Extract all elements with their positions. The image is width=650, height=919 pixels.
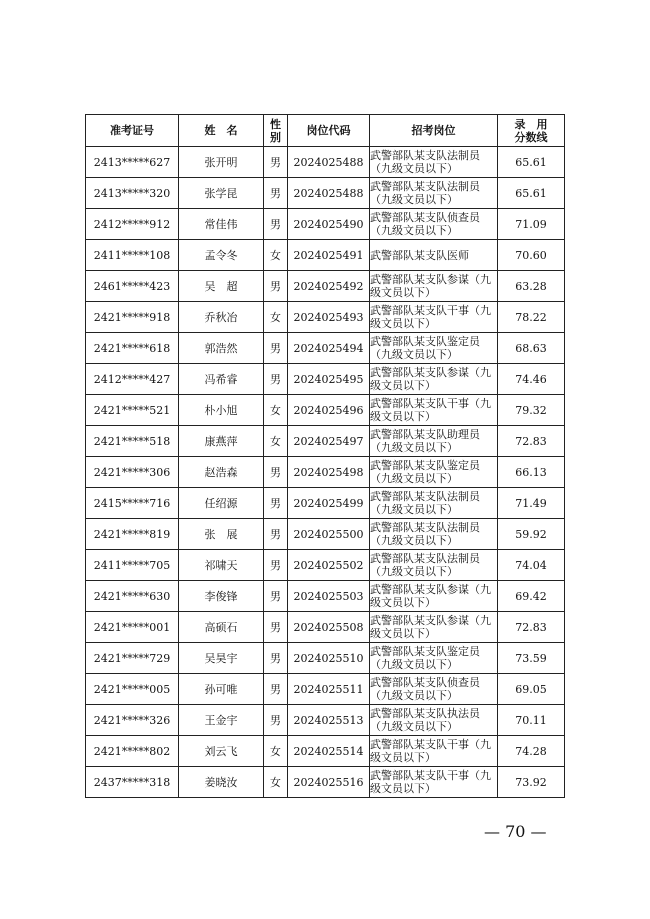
post-code-cell: 2024025488 xyxy=(288,178,370,209)
name-cell: 王金宇 xyxy=(179,705,264,736)
post-title-cell: 武警部队某支队医师 xyxy=(370,240,498,271)
score-cell: 66.13 xyxy=(498,457,565,488)
table-row xyxy=(86,147,565,178)
post-code-cell: 2024025513 xyxy=(288,705,370,736)
table-row xyxy=(86,674,565,705)
ticket-number-cell: 2421*****001 xyxy=(86,612,179,643)
table-row xyxy=(86,612,565,643)
score-cell: 78.22 xyxy=(498,302,565,333)
ticket-number-cell: 2421*****819 xyxy=(86,519,179,550)
score-cell: 69.42 xyxy=(498,581,565,612)
ticket-number-cell: 2437*****318 xyxy=(86,767,179,798)
post-title-cell: 武警部队某支队干事（九级文员以下） xyxy=(370,395,498,426)
table-row xyxy=(86,519,565,550)
table-row xyxy=(86,333,565,364)
ticket-number-cell: 2421*****618 xyxy=(86,333,179,364)
ticket-number-cell: 2421*****802 xyxy=(86,736,179,767)
post-code-cell: 2024025495 xyxy=(288,364,370,395)
gender-cell: 女 xyxy=(264,240,288,271)
gender-cell: 女 xyxy=(264,736,288,767)
ticket-number-cell: 2412*****912 xyxy=(86,209,179,240)
post-code-cell: 2024025488 xyxy=(288,147,370,178)
gender-cell: 男 xyxy=(264,333,288,364)
post-code-cell: 2024025492 xyxy=(288,271,370,302)
gender-cell: 男 xyxy=(264,550,288,581)
ticket-number-cell: 2421*****326 xyxy=(86,705,179,736)
post-code-cell: 2024025510 xyxy=(288,643,370,674)
gender-cell: 男 xyxy=(264,705,288,736)
gender-cell: 女 xyxy=(264,395,288,426)
post-title-cell: 武警部队某支队参谋（九级文员以下） xyxy=(370,612,498,643)
page-number: — 70 — xyxy=(484,822,547,841)
table-row xyxy=(86,240,565,271)
name-cell: 朴小旭 xyxy=(179,395,264,426)
name-cell: 刘云飞 xyxy=(179,736,264,767)
post-code-cell: 2024025493 xyxy=(288,302,370,333)
post-title-cell: 武警部队某支队执法员（九级文员以下） xyxy=(370,705,498,736)
gender-cell: 男 xyxy=(264,209,288,240)
name-cell: 常佳伟 xyxy=(179,209,264,240)
table-body xyxy=(86,147,565,798)
gender-cell: 男 xyxy=(264,457,288,488)
score-cell: 74.28 xyxy=(498,736,565,767)
table-row xyxy=(86,581,565,612)
name-cell: 任绍源 xyxy=(179,488,264,519)
table-row xyxy=(86,395,565,426)
post-code-cell: 2024025502 xyxy=(288,550,370,581)
table-row xyxy=(86,271,565,302)
name-cell: 孟令冬 xyxy=(179,240,264,271)
header-code: 岗位代码 xyxy=(288,115,370,147)
post-title-cell: 武警部队某支队参谋（九级文员以下） xyxy=(370,271,498,302)
score-cell: 69.05 xyxy=(498,674,565,705)
name-cell: 吴 超 xyxy=(179,271,264,302)
gender-cell: 男 xyxy=(264,643,288,674)
table-row xyxy=(86,209,565,240)
post-code-cell: 2024025498 xyxy=(288,457,370,488)
gender-cell: 男 xyxy=(264,581,288,612)
post-title-cell: 武警部队某支队侦查员（九级文员以下） xyxy=(370,674,498,705)
post-code-cell: 2024025496 xyxy=(288,395,370,426)
ticket-number-cell: 2421*****005 xyxy=(86,674,179,705)
ticket-number-cell: 2421*****918 xyxy=(86,302,179,333)
gender-cell: 男 xyxy=(264,147,288,178)
name-cell: 张学昆 xyxy=(179,178,264,209)
name-cell: 祁啸天 xyxy=(179,550,264,581)
table-row xyxy=(86,767,565,798)
name-cell: 姜晓汝 xyxy=(179,767,264,798)
table-row xyxy=(86,488,565,519)
score-cell: 79.32 xyxy=(498,395,565,426)
name-cell: 康燕萍 xyxy=(179,426,264,457)
name-cell: 张开明 xyxy=(179,147,264,178)
header-row xyxy=(86,115,565,147)
name-cell: 张 展 xyxy=(179,519,264,550)
post-code-cell: 2024025511 xyxy=(288,674,370,705)
ticket-number-cell: 2421*****729 xyxy=(86,643,179,674)
post-code-cell: 2024025491 xyxy=(288,240,370,271)
score-cell: 73.92 xyxy=(498,767,565,798)
name-cell: 郭浩然 xyxy=(179,333,264,364)
score-cell: 70.60 xyxy=(498,240,565,271)
post-code-cell: 2024025500 xyxy=(288,519,370,550)
post-code-cell: 2024025494 xyxy=(288,333,370,364)
ticket-number-cell: 2421*****630 xyxy=(86,581,179,612)
post-title-cell: 武警部队某支队法制员（九级文员以下） xyxy=(370,147,498,178)
ticket-number-cell: 2411*****705 xyxy=(86,550,179,581)
name-cell: 孙可唯 xyxy=(179,674,264,705)
admission-table xyxy=(85,114,565,798)
ticket-number-cell: 2412*****427 xyxy=(86,364,179,395)
score-cell: 63.28 xyxy=(498,271,565,302)
ticket-number-cell: 2413*****627 xyxy=(86,147,179,178)
table-row xyxy=(86,550,565,581)
gender-cell: 女 xyxy=(264,767,288,798)
gender-cell: 女 xyxy=(264,426,288,457)
score-cell: 70.11 xyxy=(498,705,565,736)
post-title-cell: 武警部队某支队参谋（九级文员以下） xyxy=(370,364,498,395)
gender-cell: 男 xyxy=(264,674,288,705)
gender-cell: 男 xyxy=(264,612,288,643)
name-cell: 乔秋冶 xyxy=(179,302,264,333)
score-cell: 71.49 xyxy=(498,488,565,519)
table-row xyxy=(86,178,565,209)
gender-cell: 女 xyxy=(264,302,288,333)
score-cell: 65.61 xyxy=(498,178,565,209)
header-score: 录 用分数线 xyxy=(498,115,565,147)
gender-cell: 男 xyxy=(264,271,288,302)
table-row xyxy=(86,364,565,395)
header-post: 招考岗位 xyxy=(370,115,498,147)
score-cell: 73.59 xyxy=(498,643,565,674)
post-code-cell: 2024025499 xyxy=(288,488,370,519)
post-code-cell: 2024025503 xyxy=(288,581,370,612)
post-code-cell: 2024025497 xyxy=(288,426,370,457)
post-code-cell: 2024025508 xyxy=(288,612,370,643)
ticket-number-cell: 2461*****423 xyxy=(86,271,179,302)
header-ticket: 准考证号 xyxy=(86,115,179,147)
name-cell: 吴昊宇 xyxy=(179,643,264,674)
ticket-number-cell: 2421*****518 xyxy=(86,426,179,457)
score-cell: 65.61 xyxy=(498,147,565,178)
gender-cell: 男 xyxy=(264,178,288,209)
post-title-cell: 武警部队某支队法制员（九级文员以下） xyxy=(370,178,498,209)
post-title-cell: 武警部队某支队干事（九级文员以下） xyxy=(370,767,498,798)
header-name: 姓 名 xyxy=(179,115,264,147)
table-row xyxy=(86,457,565,488)
table-row xyxy=(86,736,565,767)
post-title-cell: 武警部队某支队鉴定员（九级文员以下） xyxy=(370,457,498,488)
table-row xyxy=(86,302,565,333)
name-cell: 高硕石 xyxy=(179,612,264,643)
post-title-cell: 武警部队某支队鉴定员（九级文员以下） xyxy=(370,333,498,364)
post-title-cell: 武警部队某支队鉴定员（九级文员以下） xyxy=(370,643,498,674)
name-cell: 冯希睿 xyxy=(179,364,264,395)
post-code-cell: 2024025514 xyxy=(288,736,370,767)
post-title-cell: 武警部队某支队干事（九级文员以下） xyxy=(370,302,498,333)
header-gender: 性别 xyxy=(264,115,288,147)
post-title-cell: 武警部队某支队参谋（九级文员以下） xyxy=(370,581,498,612)
ticket-number-cell: 2413*****320 xyxy=(86,178,179,209)
table-row xyxy=(86,426,565,457)
name-cell: 赵浩森 xyxy=(179,457,264,488)
post-title-cell: 武警部队某支队助理员（九级文员以下） xyxy=(370,426,498,457)
ticket-number-cell: 2411*****108 xyxy=(86,240,179,271)
gender-cell: 男 xyxy=(264,364,288,395)
post-title-cell: 武警部队某支队法制员（九级文员以下） xyxy=(370,519,498,550)
score-cell: 74.04 xyxy=(498,550,565,581)
table-row xyxy=(86,643,565,674)
score-cell: 74.46 xyxy=(498,364,565,395)
score-cell: 72.83 xyxy=(498,426,565,457)
ticket-number-cell: 2415*****716 xyxy=(86,488,179,519)
post-title-cell: 武警部队某支队法制员（九级文员以下） xyxy=(370,488,498,519)
post-title-cell: 武警部队某支队侦查员（九级文员以下） xyxy=(370,209,498,240)
post-code-cell: 2024025516 xyxy=(288,767,370,798)
ticket-number-cell: 2421*****521 xyxy=(86,395,179,426)
score-cell: 59.92 xyxy=(498,519,565,550)
post-title-cell: 武警部队某支队法制员（九级文员以下） xyxy=(370,550,498,581)
name-cell: 李俊锋 xyxy=(179,581,264,612)
gender-cell: 男 xyxy=(264,519,288,550)
ticket-number-cell: 2421*****306 xyxy=(86,457,179,488)
table-row xyxy=(86,705,565,736)
post-code-cell: 2024025490 xyxy=(288,209,370,240)
score-cell: 71.09 xyxy=(498,209,565,240)
gender-cell: 男 xyxy=(264,488,288,519)
post-title-cell: 武警部队某支队干事（九级文员以下） xyxy=(370,736,498,767)
score-cell: 72.83 xyxy=(498,612,565,643)
score-cell: 68.63 xyxy=(498,333,565,364)
